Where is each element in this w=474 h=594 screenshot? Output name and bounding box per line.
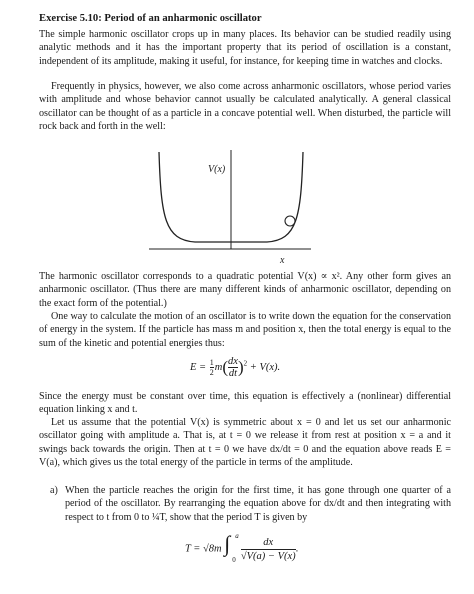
eq1-power: 2	[243, 359, 248, 368]
eq2-period-mark: .	[295, 543, 299, 555]
eq1-lhs: E =	[190, 361, 207, 373]
eq1-dx: dx	[228, 356, 238, 367]
paragraph-energy: One way to calculate the motion of an oscillator is to write down the equation for the conservation of energy in the system. If the particle has mass m and position x, then the total energy is equal to the sum of the kinetic and potential energies thus:	[39, 311, 451, 349]
part-a-text: When the particle reaches the origin for the first time, it has gone through one quarter of a period of the oscillator. By rearranging the equation above for dx/dt and then integrating with respect to t from 0 to ¼T, show that the period T is given by	[65, 485, 451, 523]
paragraph-harmonic: The harmonic oscillator corresponds to a quadratic potential V(x) ∝ x². Any other form gives an anharmonic oscillator. (Thus there are many different kinds of anharmonic oscillator, depending on the exact form of the potential.)	[39, 271, 451, 309]
y-axis-label: V(x)	[208, 164, 226, 175]
eq1-rest: + V(x).	[249, 361, 281, 373]
paragraph-intro: The simple harmonic oscillator crops up in many places. Its behavior can be studied readily using analytic methods and it has the important property that its period of oscillation is a constant, independent of its amplitude, making it useful, for instance, for keeping time in watches and clocks.	[39, 29, 451, 67]
part-a-label: a)	[50, 485, 58, 496]
particle-circle	[285, 216, 295, 226]
exercise-title: Exercise 5.10: Period of an anharmonic oscillator	[39, 13, 262, 24]
eq1-mass: m	[214, 361, 223, 373]
energy-equation: E = $\frac{1}{2}$ m( $\frac{dx}{dt}$ )$^2$ + V(x).	[190, 356, 281, 379]
potential-well-figure	[145, 148, 315, 266]
eq1-half-den: 2	[209, 368, 214, 377]
eq1-half-num: 1	[209, 358, 214, 367]
paragraph-symmetric: Let us assume that the potential V(x) is symmetric about x = 0 and let us set our anharmonic oscillator going with amplitude a. That is, at t = 0 we release it from rest at position x = a and it swings back towards the origin. Then at t = 0 we have dx/dt = 0 and the equation above reads E = V(a), which gives us the total energy of the particle in terms of the amplitude.	[39, 417, 451, 468]
eq2-lhs: T = √8m	[185, 543, 222, 555]
paragraph-nonlinear: Since the energy must be constant over time, this equation is effectively a (nonlinear) differential equation linking x and t.	[39, 391, 451, 416]
period-equation: T = √8m ∫ a 0 $\frac{dx}{√V(a) - V(x)}$ .	[185, 531, 299, 564]
eq1-dt: dt	[228, 368, 238, 379]
eq2-numerator: dx	[241, 536, 296, 550]
part-a	[50, 484, 451, 524]
eq2-lower-limit: 0	[232, 556, 236, 564]
eq2-upper-limit: a	[235, 532, 239, 540]
x-axis-label: x	[280, 255, 285, 266]
eq2-denominator: √V(a) − V(x)	[240, 550, 296, 562]
paragraph-anharmonic: Frequently in physics, however, we also come across anharmonic oscillators, whose period varies with amplitude and whose behavior cannot usually be calculated analytically. A general classical oscillator can be thought of as a particle in a concave potential well. When disturbed, the particle will rock back and forth in the well:	[39, 81, 451, 132]
